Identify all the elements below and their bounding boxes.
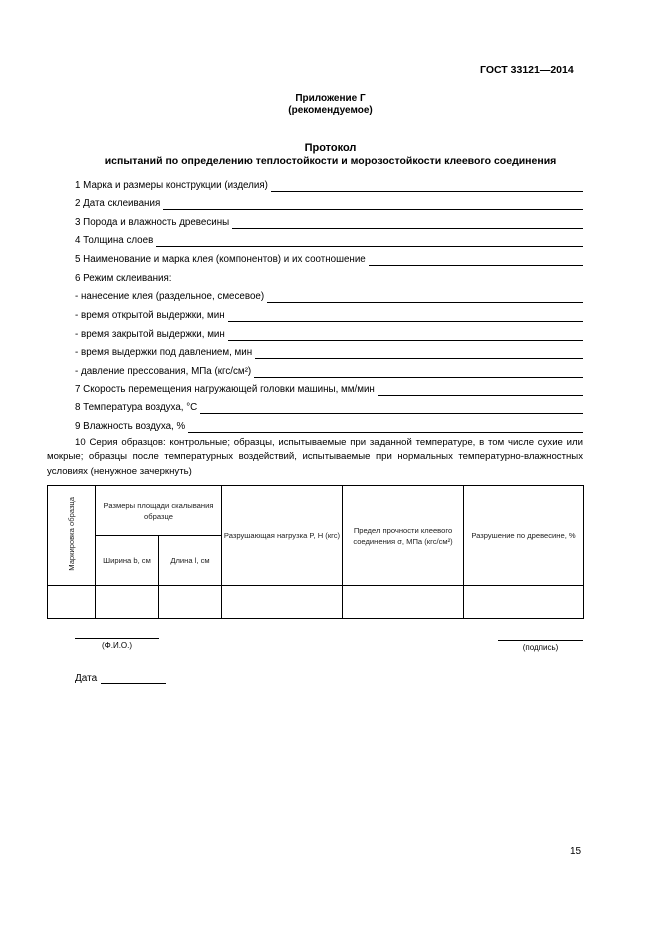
field-label: - время закрытой выдержки, мин [75,329,225,340]
fio-label: (Ф.И.О.) [101,641,133,650]
field-label: - нанесение клея (раздельное, смесевое) [75,291,265,302]
field-label: - время открытой выдержки, мин [75,310,225,321]
field-glue-application [75,289,583,303]
date-fill-line[interactable] [101,672,166,684]
appendix-title: Приложение Г [295,93,366,104]
field-label: 6 Режим склеивания: [75,273,172,284]
field-label: 3 Порода и влажность древесины [75,217,230,228]
field-label: - давление прессования, МПа (кгс/см²) [75,366,252,377]
field-label: 7 Скорость перемещения нагружающей головки машины, мм/мин [75,384,375,395]
field-label: 8 Температура воздуха, °С [75,402,198,413]
fill-line[interactable] [200,402,583,414]
table-cell[interactable] [222,586,343,619]
table-cell[interactable] [343,586,464,619]
field-closed-time [75,327,583,341]
header-load: Разрушающая нагрузка P, Н (кгс) [222,486,343,586]
paragraph-text: 10 Серия образцов: контрольные; образцы, испытываемые при заданной температуре, в том числе сухие или мокрые; образцы после температурных воздействий, испытываемые при нормальных температурно-влажностных условиях (ненужное зачеркнуть) [47,437,583,477]
field-construction [75,178,583,192]
field-label: 4 Толщина слоев [75,235,154,246]
field-label: 2 Дата склеивания [75,198,161,209]
field-wood [75,215,583,229]
signature-sign[interactable] [498,640,583,652]
field-label: - время выдержки под давлением, мин [75,347,253,358]
date-label: Дата [75,673,98,684]
field-label: 1 Марка и размеры конструкции (изделия) [75,180,268,191]
date-field [75,672,166,684]
field-layer-thickness [75,233,583,247]
fill-line[interactable] [156,235,583,247]
field-label: 9 Влажность воздуха, % [75,421,186,432]
results-table [47,485,584,619]
fill-line[interactable] [232,217,583,229]
header-length: Длина l, см [159,536,222,586]
fill-line[interactable] [378,384,583,396]
table-cell[interactable] [464,586,584,619]
field-air-temperature [75,400,583,414]
field-open-time [75,308,583,322]
fill-line[interactable] [254,366,583,378]
signature-fio[interactable] [75,638,159,650]
fill-line[interactable] [369,254,583,266]
header-width: Ширина b, см [96,536,159,586]
header-marking [48,486,96,586]
field-pressure-time [75,345,583,359]
field-pressure [75,364,583,378]
header-failure: Разрушение по древесине, % [464,486,584,586]
field-label: 5 Наименование и марка клея (компонентов) и их соотношение [75,254,366,265]
appendix-subtitle: (рекомендуемое) [288,105,373,116]
field-glue-name [75,252,583,266]
fill-line[interactable] [255,347,583,359]
page-number: 15 [570,846,582,857]
field-air-humidity [75,419,583,433]
fill-line[interactable] [228,329,583,341]
sample-series-paragraph [47,436,583,479]
header-strength: Предел прочности клеевого соединения σ, МПа (кгс/см²) [343,486,464,586]
field-glue-mode [75,271,583,285]
field-speed [75,382,583,396]
table-row [48,586,584,619]
fill-line[interactable] [267,291,583,303]
table-cell[interactable] [48,586,96,619]
header-area: Размеры площади скалывания образце [96,486,222,536]
fill-line[interactable] [163,198,583,210]
fill-line[interactable] [188,421,583,433]
fill-line[interactable] [271,180,583,192]
protocol-subtitle: испытаний по определению теплостойкости и морозостойкости клеевого соединения [104,155,557,167]
field-glue-date [75,196,583,210]
table-cell[interactable] [159,586,222,619]
fill-line[interactable] [228,310,583,322]
protocol-title: Протокол [304,142,357,154]
header-marking-text: Маркировка образца [67,497,76,571]
table-cell[interactable] [96,586,159,619]
signature-label: (подпись) [522,643,559,652]
standard-number: ГОСТ 33121—2014 [480,64,574,76]
